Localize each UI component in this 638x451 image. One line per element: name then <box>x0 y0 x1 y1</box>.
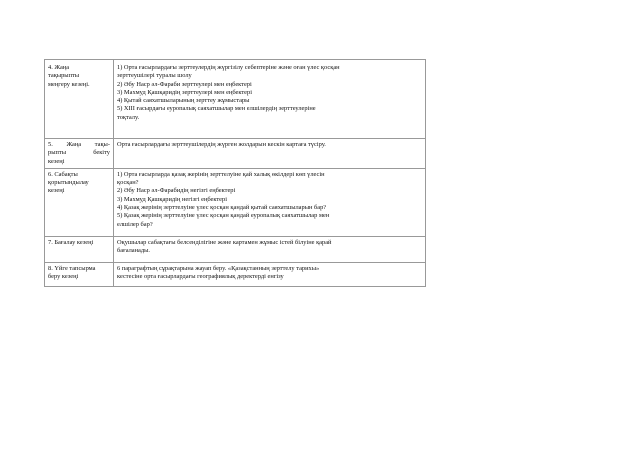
stage-line: кезеңі <box>48 157 65 165</box>
stage-line <box>48 149 110 157</box>
stage-word: рыпты <box>48 149 66 157</box>
content-line: 2) Әбу Наср әл-Фарабидің негізгі еңбектері <box>117 187 236 195</box>
lesson-plan-table <box>44 59 426 287</box>
content-line: 5) Қазақ жерінің зерттелуіне үлес қосқан қандай еуропалық саяхатшылар мен <box>117 212 330 220</box>
content-cell <box>114 60 426 139</box>
stage-cell <box>45 60 114 139</box>
content-cell <box>114 139 426 169</box>
stage-cell <box>45 236 114 262</box>
stage-word: бекіту <box>93 149 110 157</box>
content-line: 6 параграфтың сұрақтарына жауап беру. «Қазақстанның зерттелу тарихы» <box>117 264 320 272</box>
content-line: кестесіне орта ғасырлардағы географиялық деректерді енгізу <box>117 273 284 281</box>
table-row <box>45 262 426 286</box>
content-line: тоқталу. <box>117 113 140 121</box>
content-line: 2) Әбу Наср әл-Фараби зерттеулері мен еңбектері <box>117 80 252 88</box>
content-line: 1) Орта ғасырлардағы зерттеулердің жүргізілу себептеріне және оған үлес қосқан <box>117 64 340 71</box>
stage-line: 4. Жаңа <box>48 64 70 71</box>
stage-line: беру кезеңі <box>48 273 79 281</box>
content-line: елшілер бар? <box>117 220 153 228</box>
content-line: 5) XIII ғасырдағы еуропалық саяхатшылар мен елшілердің зерттеулеріне <box>117 105 316 113</box>
content-line: Оқушылар сабақтағы белсенділігіне және картамен жұмыс істей білуіне қарай <box>117 238 332 246</box>
content-line: 3) Махмуд Қашқаридің негізгі еңбектері <box>117 195 227 203</box>
stage-line: 8. Үйге тапсырма <box>48 264 96 272</box>
stage-word: тақы- <box>94 141 110 148</box>
stage-line: тақырыпты <box>48 72 80 80</box>
table-row <box>45 168 426 236</box>
stage-line: қорытындылау <box>48 179 89 187</box>
stage-line: 6. Сабақты <box>48 170 78 178</box>
content-line: 4) Қытай саяхатшыларының зерттеу жұмыстары <box>117 97 250 105</box>
table-row <box>45 236 426 262</box>
content-cell <box>114 262 426 286</box>
stage-cell <box>45 262 114 286</box>
content-cell <box>114 168 426 236</box>
content-line: 1) Орта ғасырларда қазақ жерінің зерттелуіне қай халық өкілдері көп үлесін <box>117 170 325 178</box>
table-row <box>45 139 426 169</box>
table-row <box>45 60 426 139</box>
stage-line <box>48 141 110 149</box>
content-line: зерттеушілері туралы шолу <box>117 72 192 80</box>
content-line: бағаланады. <box>117 247 151 255</box>
content-line: 3) Махмуд Қашқаридің зерттеулері мен еңбектері <box>117 88 252 96</box>
stage-line: меңгеру кезеңі. <box>48 80 90 88</box>
content-line: Орта ғасырлардағы зерттеушілердің жүрген жолдарын кескін картаға түсіру. <box>117 141 326 148</box>
stage-cell <box>45 168 114 236</box>
stage-line: кезеңі <box>48 187 65 195</box>
content-line: қосқан? <box>117 179 139 187</box>
stage-word: 5. <box>48 141 53 148</box>
stage-line: 7. Бағалау кезеңі <box>48 238 94 246</box>
stage-word: Жаңа <box>66 141 82 148</box>
content-line: 4) Қазақ жерінің зерттелуіне үлес қосқан қандай қытай саяхатшыларын бар? <box>117 204 327 212</box>
stage-cell <box>45 139 114 169</box>
content-cell <box>114 236 426 262</box>
